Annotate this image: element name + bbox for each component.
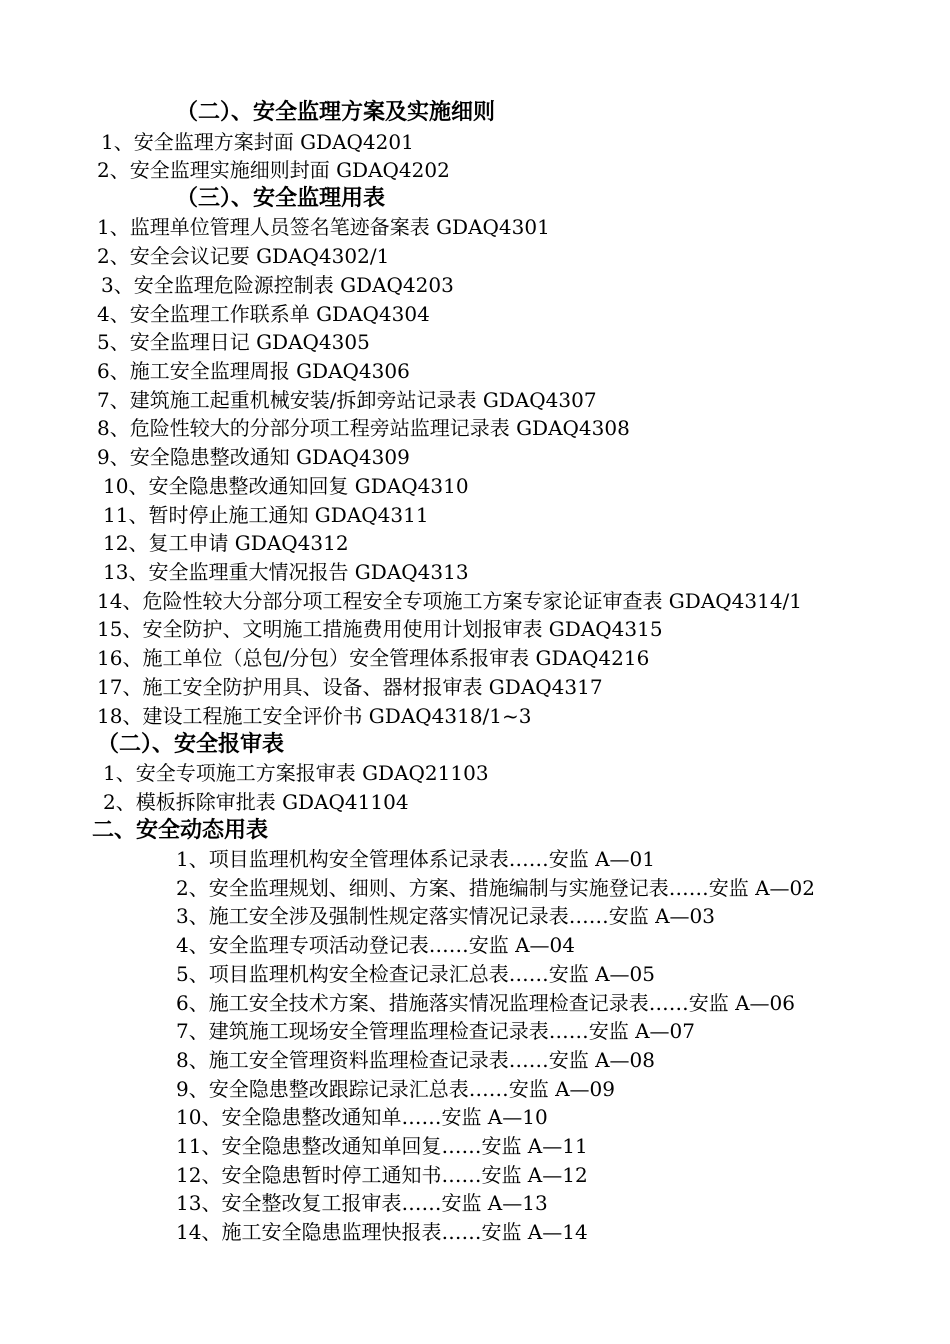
list-item: 7、建筑施工起重机械安装/拆卸旁站记录表 GDAQ4307 <box>97 388 597 412</box>
list-item: 2、安全监理实施细则封面 GDAQ4202 <box>97 158 450 182</box>
list-item: 11、暂时停止施工通知 GDAQ4311 <box>103 503 429 527</box>
list-item: 3、安全监理危险源控制表 GDAQ4203 <box>101 273 454 297</box>
section-heading: （二）、安全报审表 <box>97 731 285 757</box>
section-heading: 二、安全动态用表 <box>92 817 269 843</box>
list-item: 14、施工安全隐患监理快报表……安监 A—14 <box>176 1220 588 1244</box>
list-item: 1、安全监理方案封面 GDAQ4201 <box>101 130 414 154</box>
list-item: 6、施工安全监理周报 GDAQ4306 <box>97 359 410 383</box>
list-item: 5、安全监理日记 GDAQ4305 <box>97 330 370 354</box>
list-item: 1、监理单位管理人员签名笔迹备案表 GDAQ4301 <box>97 215 550 239</box>
list-item: 17、施工安全防护用具、设备、器材报审表 GDAQ4317 <box>97 675 603 699</box>
list-item: 4、安全监理专项活动登记表……安监 A—04 <box>176 933 575 957</box>
list-item: 2、模板拆除审批表 GDAQ41104 <box>103 790 409 814</box>
list-item: 13、安全监理重大情况报告 GDAQ4313 <box>103 560 469 584</box>
list-item: 6、施工安全技术方案、措施落实情况监理检查记录表……安监 A—06 <box>176 991 795 1015</box>
list-item: 4、安全监理工作联系单 GDAQ4304 <box>97 302 430 326</box>
list-item: 13、安全整改复工报审表……安监 A—13 <box>176 1191 548 1215</box>
list-item: 7、建筑施工现场安全管理监理检查记录表……安监 A—07 <box>176 1019 695 1043</box>
list-item: 1、项目监理机构安全管理体系记录表……安监 A—01 <box>176 847 655 871</box>
list-item: 8、危险性较大的分部分项工程旁站监理记录表 GDAQ4308 <box>97 416 630 440</box>
list-item: 9、安全隐患整改跟踪记录汇总表……安监 A—09 <box>176 1077 615 1101</box>
list-item: 18、建设工程施工安全评价书 GDAQ4318/1~3 <box>97 704 532 728</box>
list-item: 2、安全监理规划、细则、方案、措施编制与实施登记表……安监 A—02 <box>176 876 815 900</box>
section-heading: （三）、安全监理用表 <box>176 185 386 211</box>
list-item: 1、安全专项施工方案报审表 GDAQ21103 <box>103 761 489 785</box>
list-item: 16、施工单位（总包/分包）安全管理体系报审表 GDAQ4216 <box>97 646 650 670</box>
list-item: 12、复工申请 GDAQ4312 <box>103 531 349 555</box>
list-item: 12、安全隐患暂时停工通知书……安监 A—12 <box>176 1163 588 1187</box>
list-item: 5、项目监理机构安全检查记录汇总表……安监 A—05 <box>176 962 655 986</box>
section-heading: （二）、安全监理方案及实施细则 <box>176 99 496 125</box>
list-item: 3、施工安全涉及强制性规定落实情况记录表……安监 A—03 <box>176 904 715 928</box>
list-item: 11、安全隐患整改通知单回复……安监 A—11 <box>176 1134 588 1158</box>
list-item: 14、危险性较大分部分项工程安全专项施工方案专家论证审查表 GDAQ4314/1 <box>97 589 803 613</box>
list-item: 2、安全会议记要 GDAQ4302/1 <box>97 244 390 268</box>
list-item: 8、施工安全管理资料监理检查记录表……安监 A—08 <box>176 1048 655 1072</box>
list-item: 10、安全隐患整改通知单……安监 A—10 <box>176 1105 548 1129</box>
list-item: 15、安全防护、文明施工措施费用使用计划报审表 GDAQ4315 <box>97 617 663 641</box>
list-item: 10、安全隐患整改通知回复 GDAQ4310 <box>103 474 469 498</box>
list-item: 9、安全隐患整改通知 GDAQ4309 <box>97 445 410 469</box>
